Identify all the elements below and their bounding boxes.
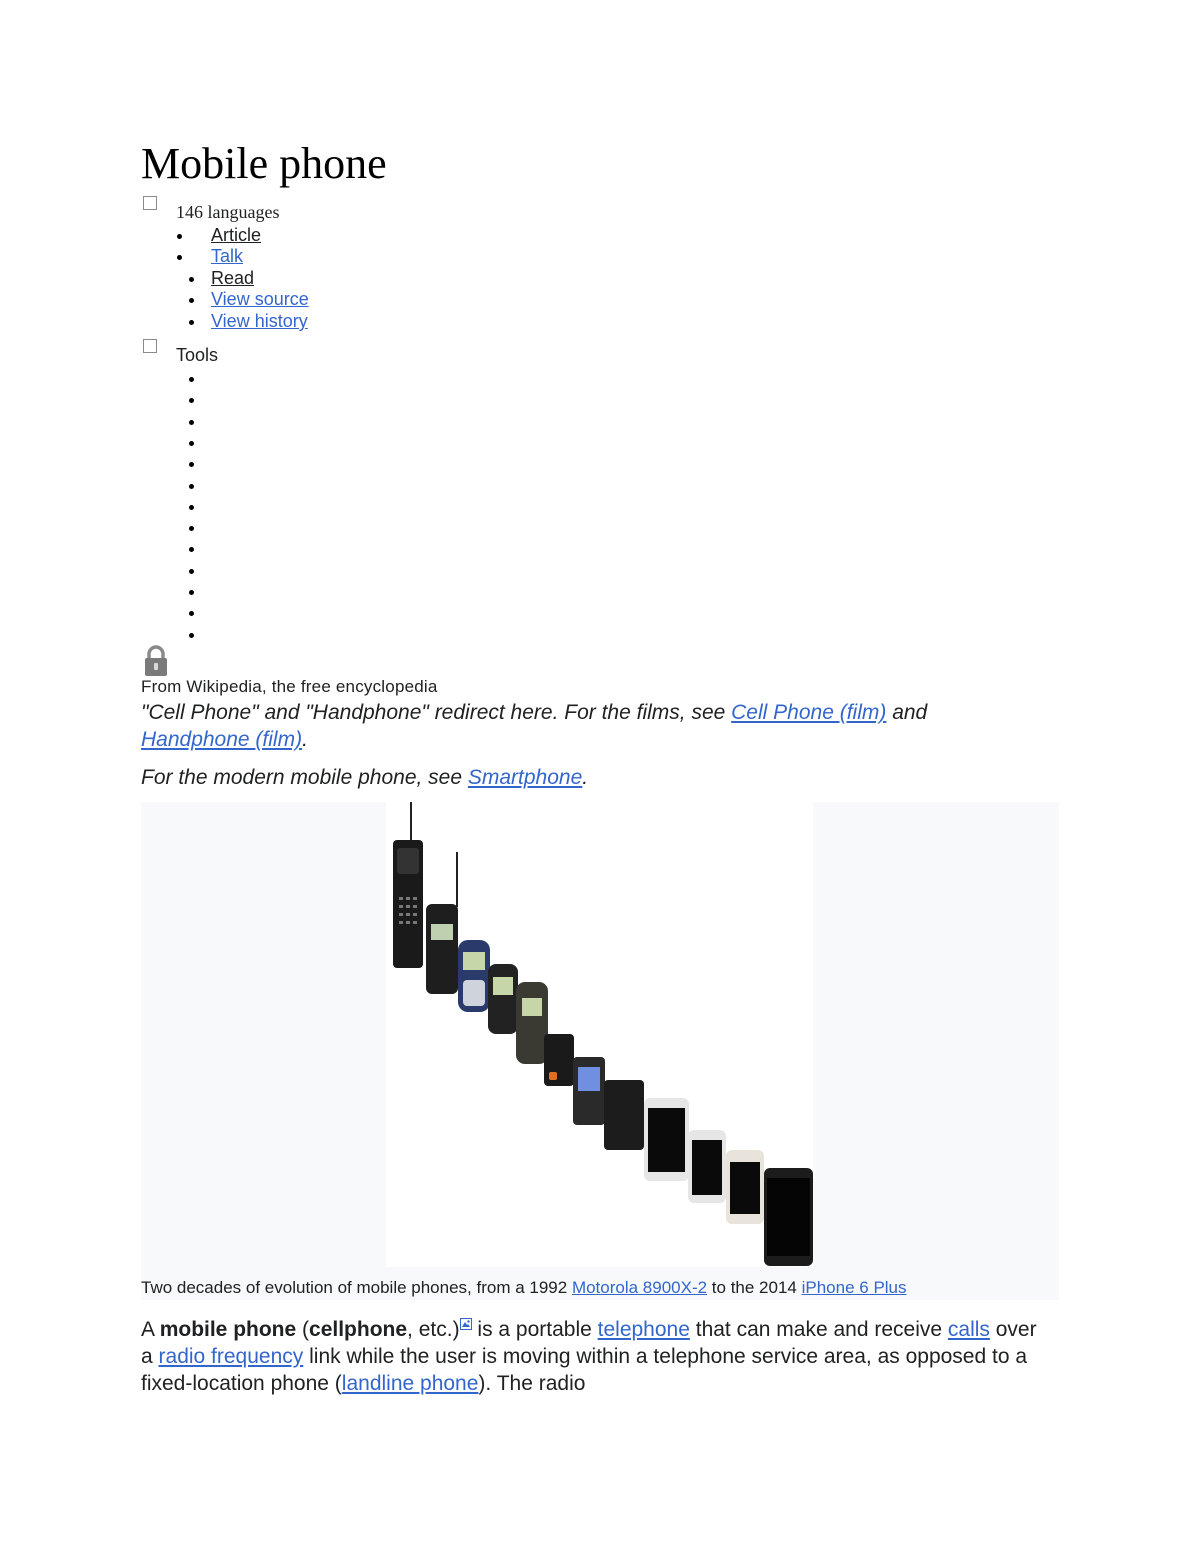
lead-text: ( <box>296 1318 310 1341</box>
lead-text: is a portable <box>471 1318 598 1341</box>
bullet-icon <box>189 420 194 425</box>
bullet-icon <box>189 590 194 595</box>
bullet-icon <box>189 298 194 303</box>
hatnote-text: For the modern mobile phone, see <box>141 766 468 789</box>
telephone-link[interactable]: telephone <box>597 1318 690 1341</box>
tab-read-link[interactable]: Read <box>211 268 255 288</box>
bold-term-mobile-phone: mobile phone <box>159 1318 297 1341</box>
site-tagline: From Wikipedia, the free encyclopedia <box>141 677 438 696</box>
hatnote-text: . <box>302 728 308 751</box>
cell-phone-film-link[interactable]: Cell Phone (film) <box>731 701 887 724</box>
lead-text: link while the user is moving within a telephone service area, as opposed to a fixed-location phone ( <box>141 1345 1028 1395</box>
bullet-icon <box>189 377 194 382</box>
hatnote-redirect <box>141 699 941 753</box>
handphone-film-link[interactable]: Handphone (film) <box>141 728 303 751</box>
tools-button[interactable]: Tools <box>176 345 219 365</box>
hatnote-smartphone <box>141 764 941 791</box>
page-title: Mobile phone <box>141 139 387 188</box>
caption-text: Two decades of evolution of mobile phones, from a 1992 <box>141 1278 572 1297</box>
smartphone-link[interactable]: Smartphone <box>467 766 583 789</box>
bullet-icon <box>189 547 194 552</box>
motorola-8900x-2-link[interactable]: Motorola 8900X-2 <box>571 1278 708 1297</box>
hatnote-text: "Cell Phone" and "Handphone" redirect here. For the films, see <box>141 701 732 724</box>
lead-text: A <box>141 1318 160 1341</box>
tab-talk-link[interactable]: Talk <box>211 246 244 266</box>
hatnote-text: and <box>886 701 928 724</box>
lead-paragraph <box>141 1316 1041 1397</box>
caption-text: to the 2014 <box>707 1278 802 1297</box>
languages-button[interactable]: 146 languages <box>176 202 280 222</box>
calls-link[interactable]: calls <box>947 1318 990 1341</box>
bullet-icon <box>189 526 194 531</box>
iphone-6-plus-link[interactable]: iPhone 6 Plus <box>801 1278 907 1297</box>
bullet-icon <box>177 255 182 260</box>
lock-icon <box>143 645 169 677</box>
bullet-icon <box>189 505 194 510</box>
bullet-icon <box>189 484 194 489</box>
tools-checkbox[interactable] <box>143 339 157 353</box>
bold-term-cellphone: cellphone <box>309 1318 408 1341</box>
citation-icon[interactable] <box>460 1318 472 1330</box>
bullet-icon <box>189 441 194 446</box>
radio-frequency-link[interactable]: radio frequency <box>158 1345 304 1368</box>
tab-article-link[interactable]: Article <box>211 225 262 245</box>
bullet-icon <box>189 611 194 616</box>
lead-text: over a <box>141 1318 1037 1368</box>
tab-view-history-link[interactable]: View history <box>211 311 308 331</box>
bullet-icon <box>177 234 182 239</box>
lead-text: that can make and receive <box>689 1318 948 1341</box>
figure-caption <box>141 1278 907 1298</box>
tab-view-source-link[interactable]: View source <box>211 289 309 309</box>
bullet-icon <box>189 569 194 574</box>
phone-evolution-image[interactable] <box>386 802 813 1267</box>
bullet-icon <box>189 398 194 403</box>
lead-text: ). The radio <box>478 1372 586 1395</box>
bullet-icon <box>189 462 194 467</box>
bullet-icon <box>189 320 194 325</box>
lead-text: , etc.) <box>407 1318 460 1341</box>
landline-phone-link[interactable]: landline phone <box>341 1372 479 1395</box>
bullet-icon <box>189 277 194 282</box>
hatnote-text: . <box>582 766 589 789</box>
infobox-figure <box>141 802 1059 1300</box>
languages-checkbox[interactable] <box>143 196 157 210</box>
bullet-icon <box>189 633 194 638</box>
